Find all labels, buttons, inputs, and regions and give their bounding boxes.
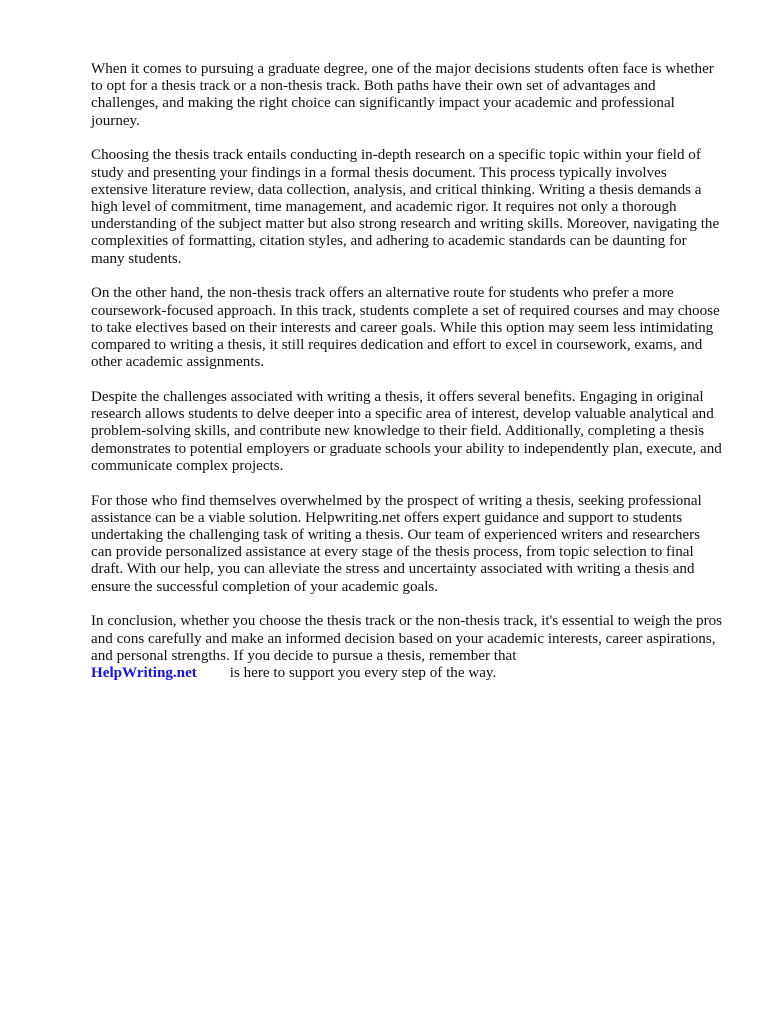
paragraph-conclusion	[91, 613, 723, 682]
paragraph-thesis-track: Choosing the thesis track entails conducting in-depth research on a specific topic within your field of study and presenting your findings in a formal thesis document. This process typically involves extensive literature review, data collection, analysis, and critical thinking. Writing a thesis demands a high level of commitment, time management, and academic rigor. It requires not only a thorough understanding of the subject matter but also strong research and writing skills. Moreover, navigating the complexities of formatting, citation styles, and adhering to academic standards can be daunting for many students.	[91, 147, 720, 267]
conclusion-tail: is here to support you every step of the way.	[229, 665, 497, 682]
paragraph-intro: When it comes to pursuing a graduate degree, one of the major decisions students often face is whether to opt for a thesis track or a non-thesis track. Both paths have their own set of advantages and challenges, and making the right choice can significantly impact your academic and professional journey.	[91, 61, 714, 129]
conclusion-text: In conclusion, whether you choose the thesis track or the non-thesis track, it's essential to weigh the pros and cons carefully and make an informed decision based on your academic interests, career aspirations, and personal strengths. If you decide to pursue a thesis, remember that	[91, 613, 723, 664]
paragraph-non-thesis-track: On the other hand, the non-thesis track offers an alternative route for students who prefer a more coursework-focused approach. In this track, students complete a set of required courses and may choose to take electives based on their interests and career goals. While this option may seem less intimidating compared to writing a thesis, it still requires dedication and effort to excel in coursework, exams, and other academic assignments.	[91, 285, 720, 371]
paragraph-assistance: For those who find themselves overwhelmed by the prospect of writing a thesis, seeking professional assistance can be a viable solution. Helpwriting.net offers expert guidance and support to students undertaking the challenging task of writing a thesis. Our team of experienced writers and researchers can provide personalized assistance at every stage of the thesis process, from topic selection to final draft. With our help, you can alleviate the stress and uncertainty associated with writing a thesis and ensure the successful completion of your academic goals.	[91, 492, 702, 595]
document-page	[91, 61, 723, 700]
helpwriting-link[interactable]: HelpWriting.net	[91, 665, 197, 682]
paragraph-benefits: Despite the challenges associated with writing a thesis, it offers several benefits. Engaging in original research allows students to delve deeper into a specific area of interest, develop valuable analytical and problem-solving skills, and contribute new knowledge to their field. Additionally, completing a thesis demonstrates to potential employers or graduate schools your ability to independently plan, execute, and communicate complex projects.	[91, 389, 722, 474]
